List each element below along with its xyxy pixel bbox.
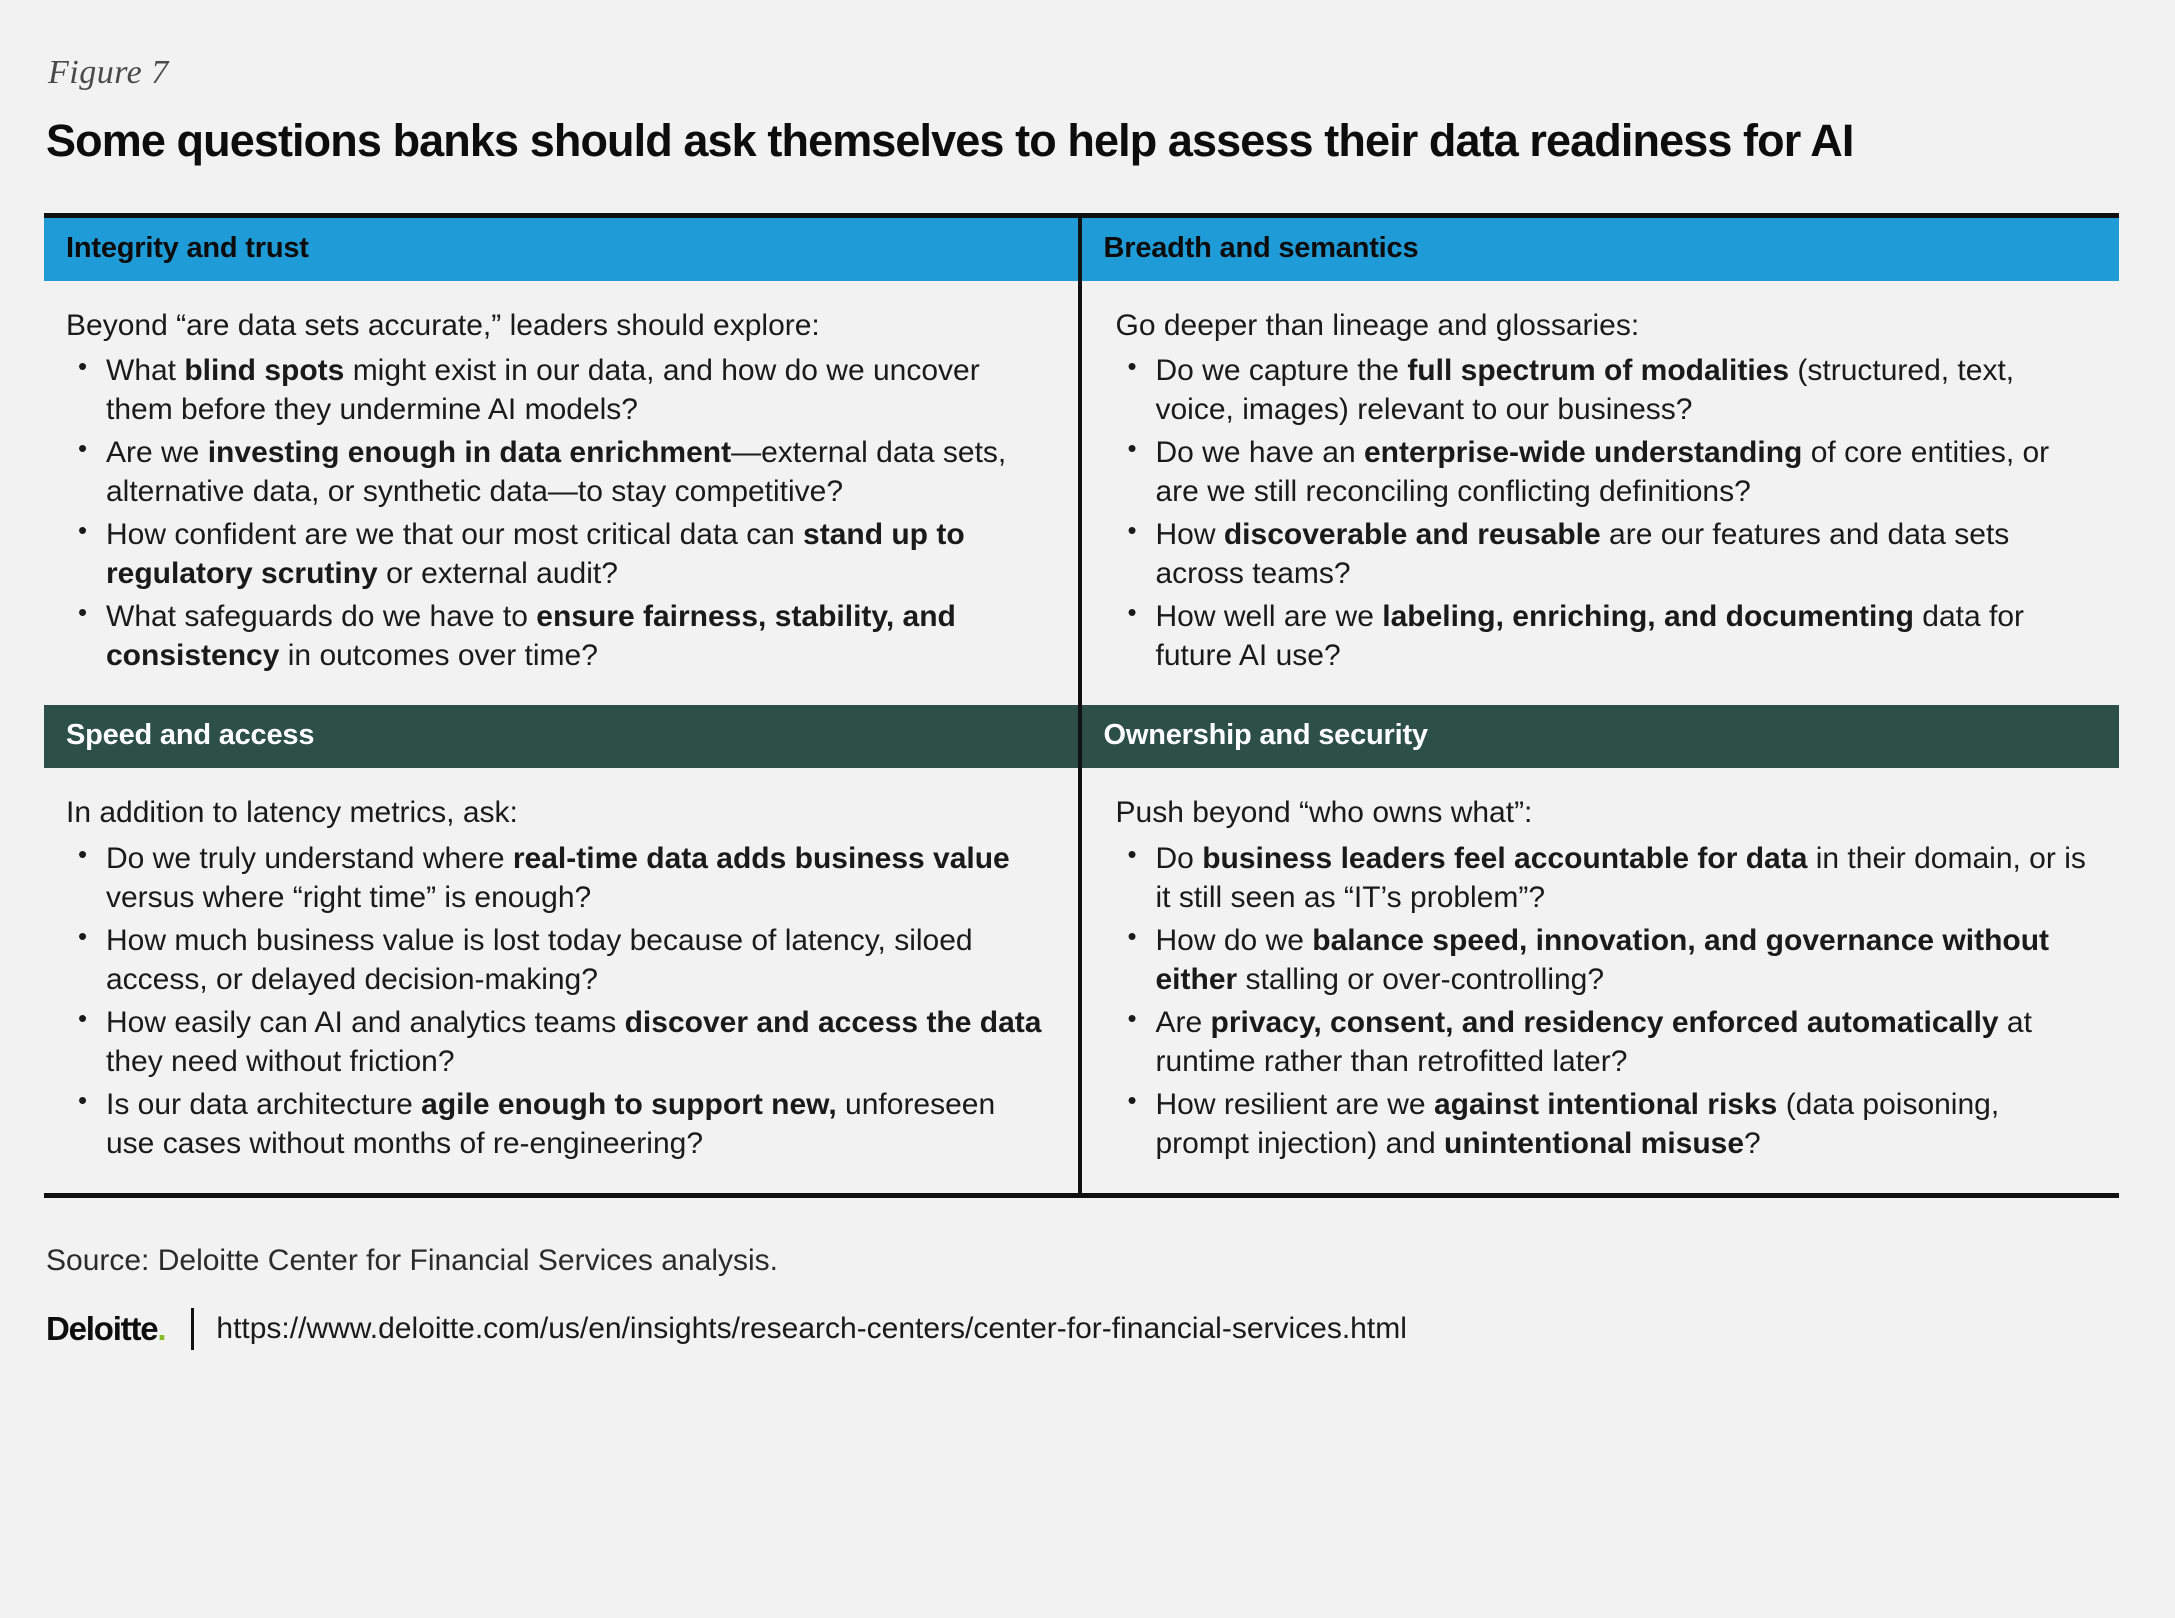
question-item: • How discoverable and reusable are our features and data sets across teams? [1116,515,2094,593]
question-item: • Do we have an enterprise-wide understanding of core entities, or are we still reconciling conflicting definitions? [1116,433,2094,511]
footer-divider [191,1308,194,1350]
question-item: • How confident are we that our most critical data can stand up to regulatory scrutiny or external audit? [66,515,1052,593]
table-header-row-2 [44,705,2119,768]
question-item: • Do we capture the full spectrum of modalities (structured, text, voice, images) relevant to our business? [1116,351,2094,429]
quadrant-heading-speed-and-access: Speed and access [44,705,1082,768]
question-item: • Do we truly understand where real-time data adds business value versus where “right time” is enough? [66,839,1052,917]
question-item: • What safeguards do we have to ensure fairness, stability, and consistency in outcomes over time? [66,597,1052,675]
table-header-row-1 [44,218,2119,281]
brand-dot: . [157,1309,166,1347]
question-item: • How do we balance speed, innovation, and governance without either stalling or over-controlling? [1116,921,2094,999]
questions-table [44,213,2119,1198]
question-item: • How resilient are we against intentional risks (data poisoning, prompt injection) and unintentional misuse? [1116,1085,2094,1163]
page-title: Some questions banks should ask themselves to help assess their data readiness for AI [46,115,1854,166]
question-item: • How easily can AI and analytics teams discover and access the data they need without friction? [66,1003,1052,1081]
quadrant-lead: Go deeper than lineage and glossaries: [1115,309,1640,343]
brand-name: Deloitte [46,1309,158,1347]
question-item: • Are we investing enough in data enrichment—external data sets, alternative data, or synthetic data—to stay competitive? [66,433,1052,511]
quadrant-lead: In addition to latency metrics, ask: [66,796,518,830]
quadrant-heading-ownership-and-security: Ownership and security [1082,705,2120,768]
question-list [1116,839,2094,1163]
figure-label: Figure 7 [48,54,169,91]
table-body-row-2 [44,768,2119,1192]
quadrant-heading-integrity-and-trust: Integrity and trust [44,218,1082,281]
question-item: • Do business leaders feel accountable for data in their domain, or is it still seen as “IT’s problem”? [1116,839,2094,917]
question-item: • Is our data architecture agile enough to support new, unforeseen use cases without months of re-engineering? [66,1085,1052,1163]
quadrant-body-breadth-and-semantics [1082,281,2120,705]
question-item: • How well are we labeling, enriching, and documenting data for future AI use? [1116,597,2094,675]
question-list [1116,351,2094,675]
table-body-row-1 [44,281,2119,705]
footer-url[interactable]: https://www.deloitte.com/us/en/insights/research-centers/center-for-financial-services.html [216,1311,1407,1345]
question-item: • What blind spots might exist in our data, and how do we uncover them before they undermine AI models? [66,351,1052,429]
quadrant-lead: Push beyond “who owns what”: [1115,796,1533,830]
question-item: • Are privacy, consent, and residency enforced automatically at runtime rather than retrofitted later? [1116,1003,2094,1081]
footer [44,1308,2119,1350]
question-list [66,839,1052,1163]
question-list [66,351,1052,675]
question-item: • How much business value is lost today because of latency, siloed access, or delayed decision-making? [66,921,1052,999]
quadrant-heading-breadth-and-semantics: Breadth and semantics [1082,218,2120,281]
source-note: Source: Deloitte Center for Financial Services analysis. [46,1243,778,1277]
quadrant-body-ownership-and-security [1082,768,2120,1192]
quadrant-body-integrity-and-trust [44,281,1082,705]
deloitte-logo [46,1310,165,1348]
quadrant-lead: Beyond “are data sets accurate,” leaders should explore: [66,309,820,343]
quadrant-body-speed-and-access [44,768,1082,1192]
